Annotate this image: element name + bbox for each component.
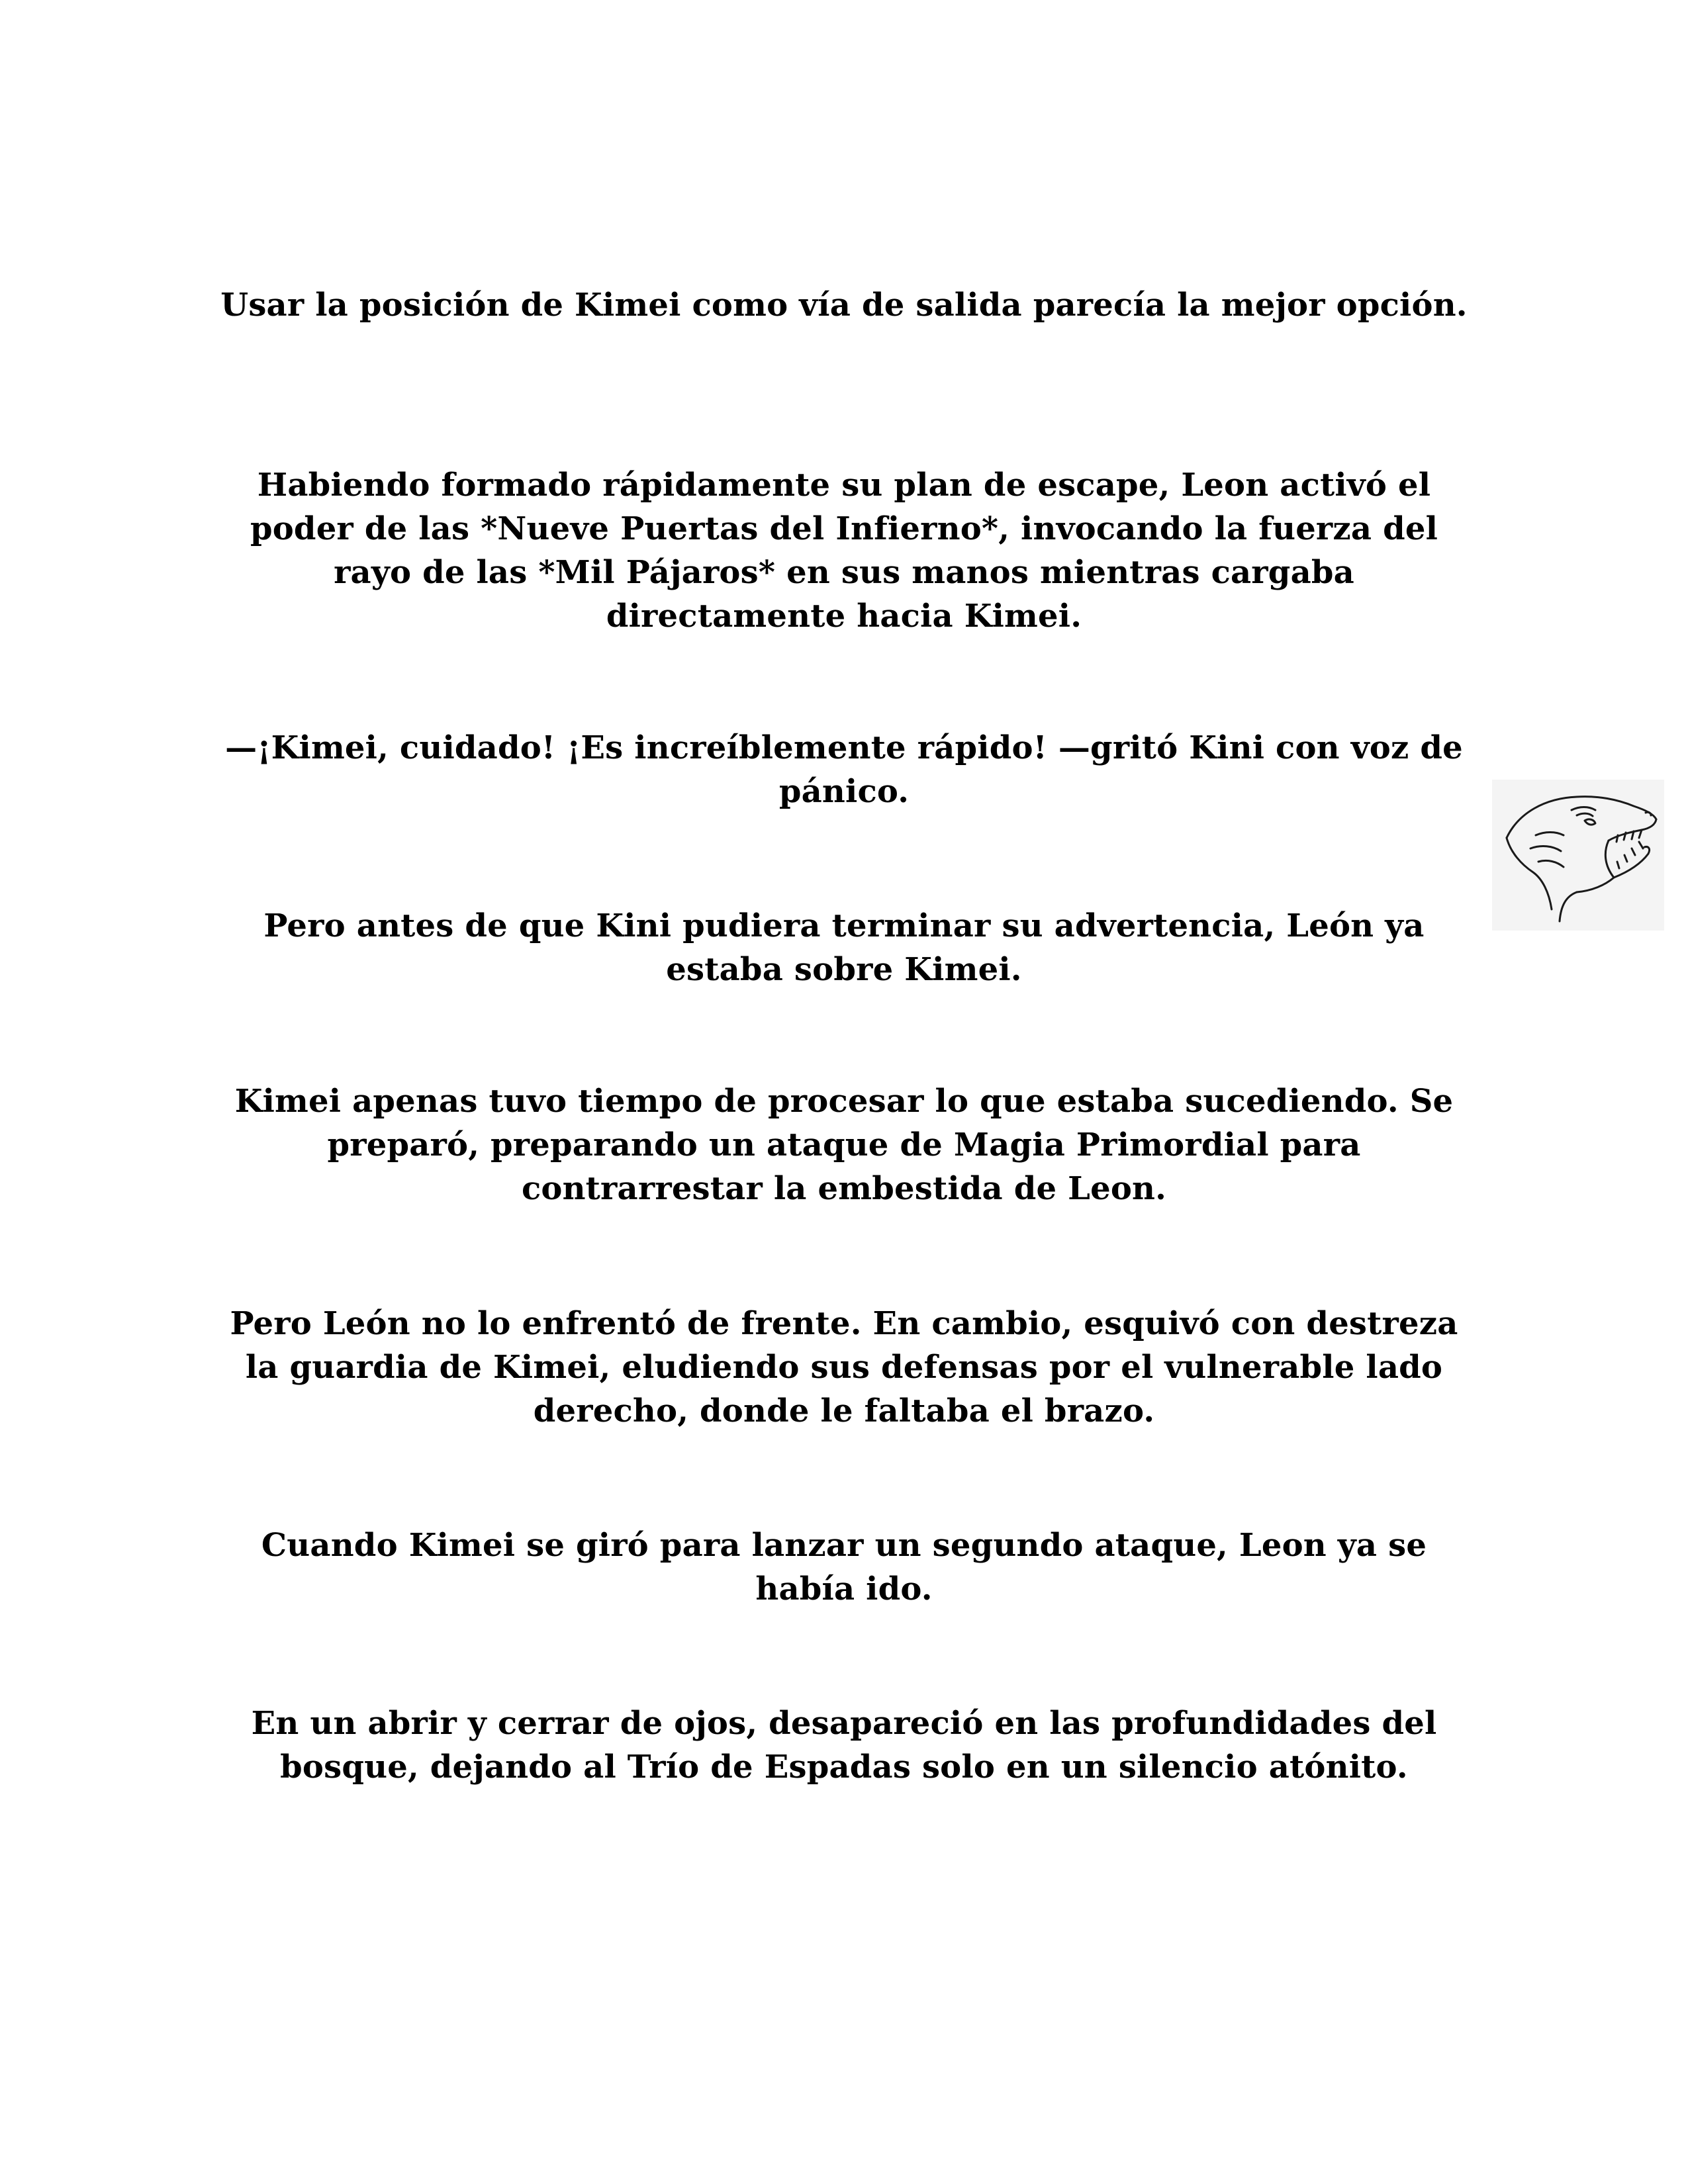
paragraph-6: Pero León no lo enfrentó de frente. En cambio, esquivó con destreza la guardia de Kimei, eludiendo sus defensas por el vulnerable lado derecho, donde le faltaba el brazo. xyxy=(230,1305,1458,1430)
dinosaur-head-sketch-icon xyxy=(1492,780,1664,931)
paragraph-2: Habiendo formado rápidamente su plan de escape, Leon activó el poder de las *Nueve Puertas del Infierno*, invocando la fuerza del rayo de las *Mil Pájaros* en sus manos mientras cargaba directamente hacia Kimei. xyxy=(250,467,1438,635)
paragraph-3: —¡Kimei, cuidado! ¡Es increíblemente rápido! —gritó Kini con voz de pánico. xyxy=(225,729,1463,810)
paragraph-8: En un abrir y cerrar de ojos, desapareció en las profundidades del bosque, dejando al Trío de Espadas solo en un silencio atónito. xyxy=(251,1705,1437,1786)
paragraph-4: Pero antes de que Kini pudiera terminar su advertencia, León ya estaba sobre Kimei. xyxy=(263,907,1425,988)
paragraph-5: Kimei apenas tuvo tiempo de procesar lo que estaba sucediendo. Se preparó, preparando un ataque de Magia Primordial para contrarrestar la embestida de Leon. xyxy=(234,1083,1454,1207)
paragraph-7: Cuando Kimei se giró para lanzar un segundo ataque, Leon ya se había ido. xyxy=(261,1527,1427,1608)
paragraph-1: Usar la posición de Kimei como vía de salida parecía la mejor opción. xyxy=(220,287,1468,324)
